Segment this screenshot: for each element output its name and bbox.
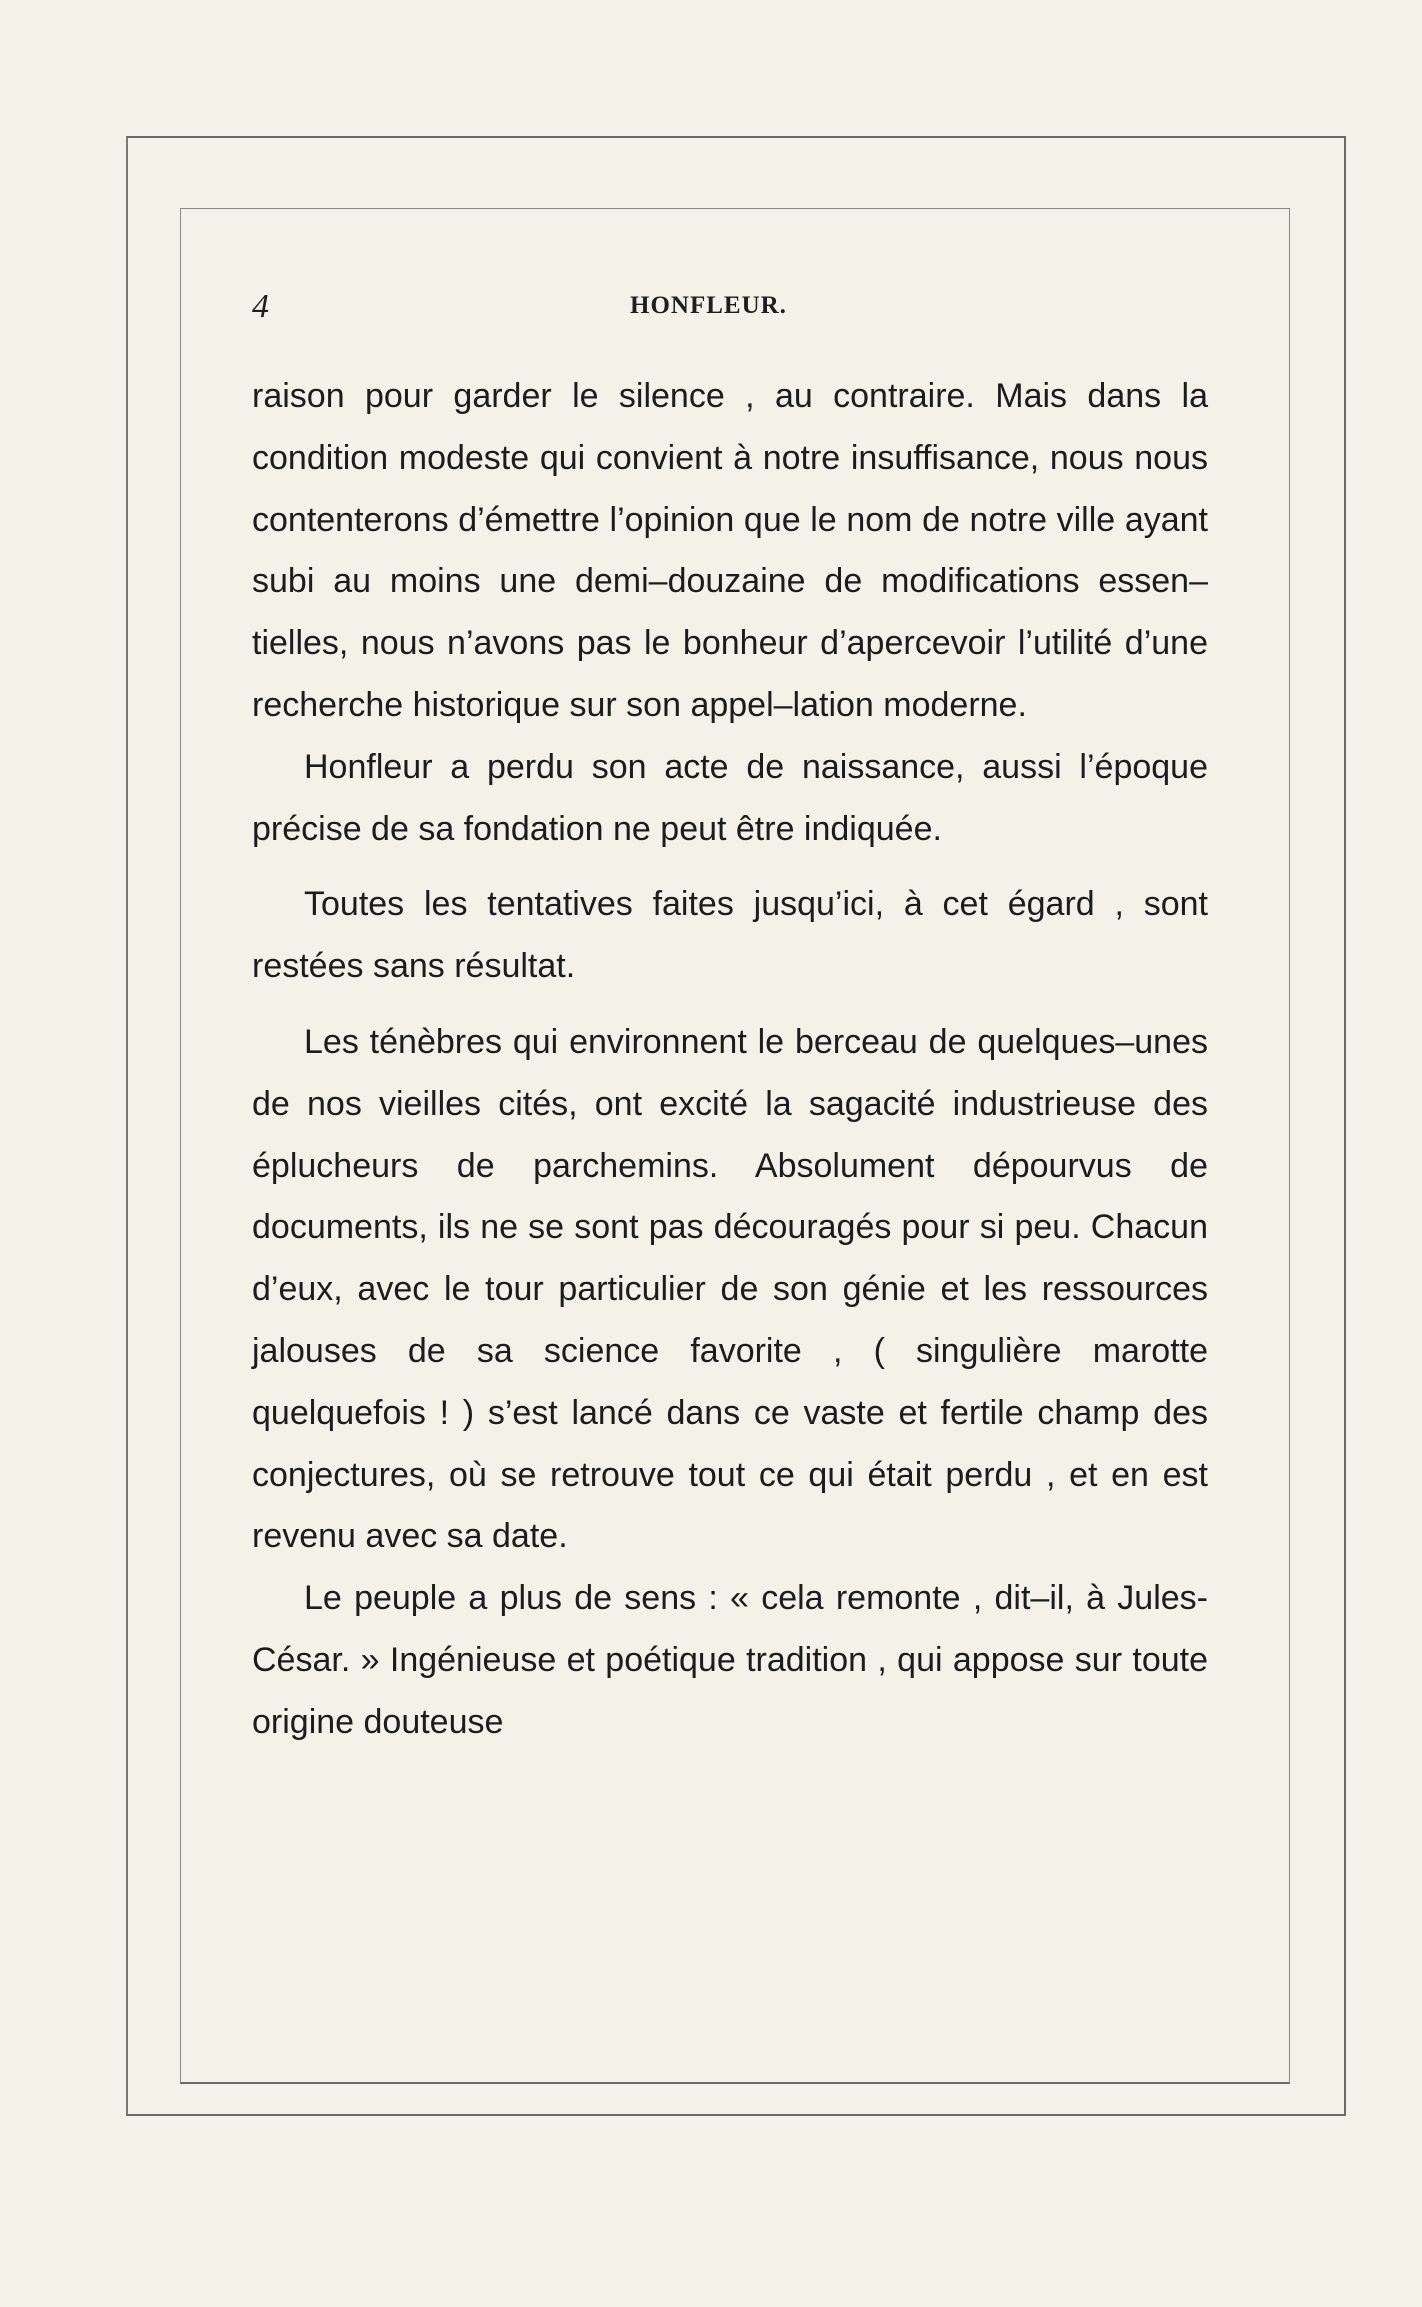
paragraph-1: raison pour garder le silence , au contraire. Mais dans la condition modeste qui convient à notre insuffisance, nous nous contenterons d’émettre l’opinion que le nom de notre ville ayant subi au moins une demi–douzaine de modifications essen–tielles, nous n’avons pas le bonheur d’apercevoir l’utilité d’une recherche historique sur son appel–lation moderne. [252, 377, 1208, 724]
body-text [252, 366, 1208, 1754]
running-title: HONFLEUR. [630, 292, 787, 319]
paragraph-3: Toutes les tentatives faites jusqu’ici, à cet égard , sont restées sans résultat. [252, 885, 1208, 986]
paragraph-2: Honfleur a perdu son acte de naissance, aussi l’époque précise de sa fondation ne peut être indiquée. [252, 747, 1208, 848]
page-header [252, 288, 1212, 338]
paragraph-4: Les ténèbres qui environnent le berceau de quelques–unes de nos vieilles cités, ont excité la sagacité industrieuse des éplucheurs de parchemins. Absolument dépourvus de documents, ils ne se sont pas découragés pour si peu. Chacun d’eux, avec le tour particulier de son génie et les ressources jalouses de sa science favorite , ( singulière marotte quelquefois ! ) s’est lancé dans ce vaste et fertile champ des conjectures, où se retrouve tout ce qui était perdu , et en est revenu avec sa date. [252, 1022, 1208, 1556]
paragraph-5: Le peuple a plus de sens : « cela remonte , dit–il, à Jules-César. » Ingénieuse et poétique tradition , qui appose sur toute origine douteuse [252, 1579, 1208, 1741]
page-number: 4 [252, 288, 269, 325]
